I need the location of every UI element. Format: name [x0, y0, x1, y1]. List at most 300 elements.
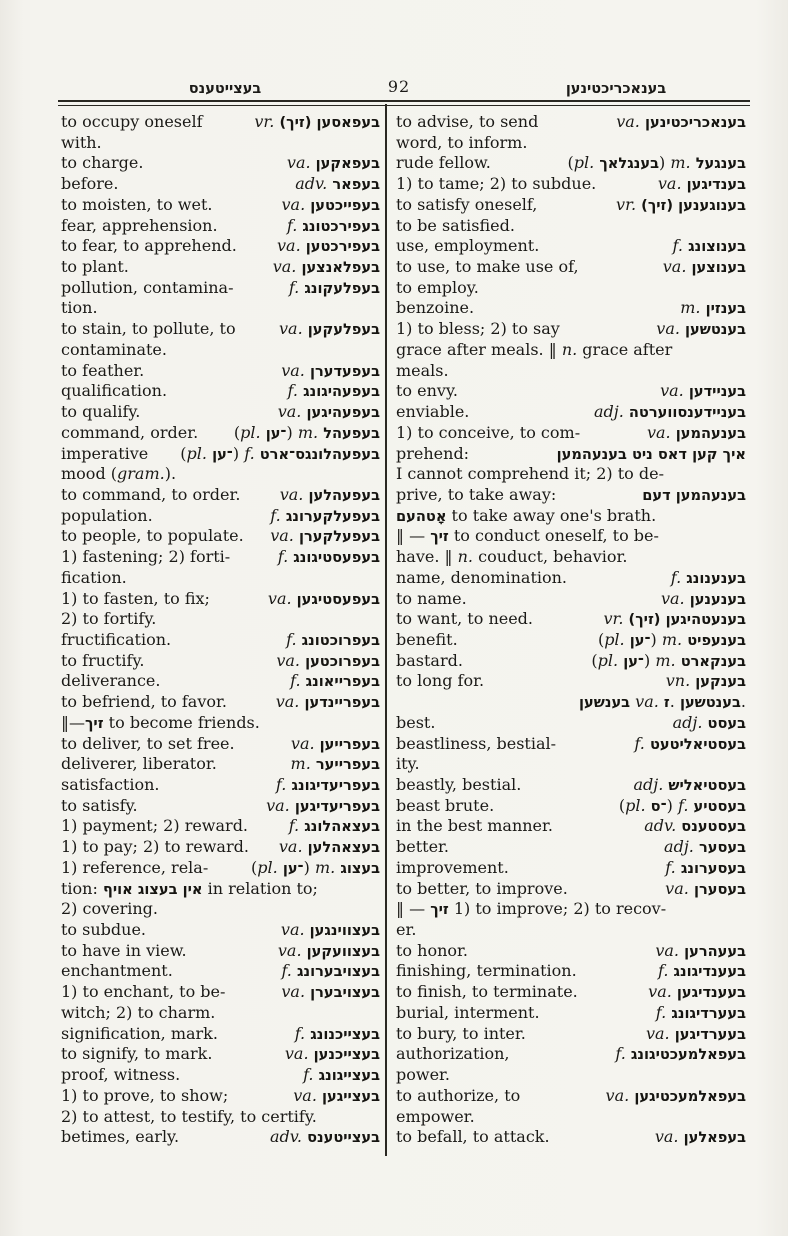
- entry-definition: [61, 381, 167, 402]
- entry-definition: [61, 734, 235, 755]
- entry-definition: [61, 133, 102, 154]
- entry-headword-group: [634, 775, 747, 796]
- dictionary-entry-line: [61, 651, 380, 672]
- dictionary-entry-line: [396, 1044, 746, 1065]
- entry-definition: [396, 941, 468, 962]
- english-text: fication.: [61, 567, 127, 587]
- entry-definition: [396, 423, 580, 444]
- entry-headword-group: [656, 319, 746, 340]
- dictionary-entry-line: [61, 1065, 380, 1086]
- grammar-abbrev: pl.: [573, 153, 595, 173]
- english-text: have. ‖: [396, 547, 453, 567]
- grammar-abbrev: f.: [275, 775, 287, 794]
- grammar-abbrev: f.: [294, 1023, 306, 1043]
- english-text: ): [666, 795, 673, 815]
- english-text: prehend:: [396, 443, 470, 463]
- dictionary-entry-line: [396, 1086, 746, 1107]
- entry-definition: [61, 692, 227, 713]
- english-text: proof, witness.: [61, 1065, 181, 1085]
- english-text: grace after meals. ‖: [396, 339, 557, 359]
- english-text: 1) payment; 2) reward.: [61, 816, 249, 836]
- yiddish-text: בענגעל: [695, 155, 746, 173]
- english-text: betimes, early.: [61, 1127, 180, 1147]
- grammar-abbrev: va.: [277, 402, 302, 422]
- dictionary-entry-line: [396, 506, 746, 527]
- english-text: to befall, to attack.: [396, 1127, 550, 1147]
- yiddish-text: ־ס: [650, 797, 667, 815]
- english-text: to employ.: [396, 277, 479, 297]
- dictionary-entry-line: [396, 961, 746, 982]
- entry-headword-group: [646, 1024, 746, 1045]
- grammar-abbrev: f.: [286, 215, 298, 235]
- english-text: couduct, behavior.: [478, 547, 628, 567]
- entry-definition: [61, 547, 230, 568]
- english-text: to take away one's brath.: [451, 505, 657, 525]
- entry-definition: [396, 858, 509, 879]
- entry-definition: [61, 816, 248, 837]
- entry-headword-group: [276, 651, 380, 672]
- yiddish-text: בעפעהלען: [308, 486, 380, 504]
- english-text: to long for.: [396, 671, 485, 691]
- entry-definition: [61, 444, 148, 465]
- grammar-abbrev: va.: [665, 878, 689, 898]
- grammar-abbrev: pl.: [625, 795, 646, 815]
- english-text: word, to inform.: [396, 132, 528, 152]
- dictionary-entry-line: [396, 133, 746, 154]
- entry-headword-group: [286, 630, 380, 651]
- yiddish-text: בענעטהיגען: [665, 611, 746, 629]
- english-text: 1) to tame; 2) to subdue.: [396, 174, 597, 194]
- yiddish-text: בעסטיאליש: [668, 777, 746, 794]
- entry-headword-group: [281, 982, 380, 1003]
- dictionary-entry-line: [61, 1044, 380, 1065]
- dictionary-entry-line: [61, 319, 380, 340]
- english-text: with.: [61, 132, 102, 152]
- english-text: to subdue.: [61, 920, 147, 940]
- english-text: to finish, to terminate.: [396, 982, 578, 1002]
- yiddish-text: בעערדיגען: [674, 1025, 746, 1043]
- entry-definition: [61, 879, 318, 900]
- entry-definition: [61, 174, 118, 195]
- english-text: pollution, contamina-: [61, 277, 234, 297]
- entry-headword-group: [295, 174, 380, 195]
- entry-headword-group: [591, 651, 746, 672]
- english-text: burial, interment.: [396, 1002, 540, 1022]
- grammar-abbrev: va.: [272, 257, 297, 277]
- entry-definition: [61, 837, 249, 858]
- entry-headword-group: [665, 858, 746, 879]
- grammar-abbrev: vn.: [665, 671, 691, 691]
- dictionary-entry-line: [61, 982, 380, 1003]
- grammar-abbrev: m.: [670, 153, 691, 173]
- grammar-abbrev: va.: [290, 733, 315, 753]
- dictionary-entry-line: [396, 1065, 746, 1086]
- dictionary-entry-line: [396, 257, 746, 278]
- entry-definition: [396, 298, 474, 319]
- column-divider-rule: [385, 104, 387, 1156]
- entry-definition: [61, 340, 167, 361]
- dictionary-entry-line: [61, 1024, 380, 1045]
- english-text: (: [233, 422, 241, 442]
- english-text: ): [303, 857, 310, 877]
- dictionary-entry-line: [61, 112, 380, 133]
- entry-definition: [61, 920, 146, 941]
- english-text: empower.: [396, 1106, 475, 1126]
- english-text: 2) covering.: [61, 899, 159, 919]
- grammar-abbrev: va.: [270, 526, 294, 546]
- dictionary-entry-line: [396, 361, 746, 382]
- entry-headword-group: [277, 236, 380, 257]
- entry-definition: [61, 236, 237, 257]
- yiddish-text: בענשען: [579, 694, 631, 712]
- english-text: ‖ —: [396, 526, 426, 546]
- entry-definition: [61, 464, 176, 485]
- entry-headword-group: [285, 1044, 380, 1065]
- entry-headword-group: [644, 816, 746, 837]
- yiddish-text: בענקארט: [680, 652, 746, 670]
- english-text: imperative: [61, 443, 149, 463]
- dictionary-entry-line: [396, 153, 746, 174]
- grammar-abbrev: f.: [634, 733, 645, 753]
- grammar-abbrev: va.: [605, 1085, 630, 1105]
- entry-definition: [396, 1127, 550, 1148]
- entry-headword-group: [281, 961, 380, 982]
- yiddish-text: בעניידען: [688, 383, 746, 401]
- yiddish-text: בענאכריכטינען: [644, 114, 746, 131]
- entry-definition: [61, 651, 144, 672]
- dictionary-entry-line: [396, 920, 746, 941]
- grammar-abbrev: m.: [297, 422, 319, 442]
- entry-headword-group: [234, 423, 380, 444]
- grammar-abbrev: va.: [275, 692, 300, 712]
- entry-headword-group: [295, 1024, 380, 1045]
- english-text: ): [643, 650, 651, 670]
- entry-headword-group: [634, 734, 746, 755]
- entry-definition: [396, 444, 469, 465]
- grammar-abbrev: adv.: [269, 1127, 302, 1147]
- yiddish-text: בעפריינדען: [304, 694, 380, 712]
- entry-definition: [396, 1086, 520, 1107]
- entry-headword-group: [289, 816, 380, 837]
- dictionary-entry-line: [396, 630, 746, 651]
- dictionary-entry-line: [61, 734, 380, 755]
- grammar-abbrev: m.: [661, 629, 683, 649]
- dictionary-entry-line: [61, 278, 380, 299]
- dictionary-entry-line: [61, 899, 380, 920]
- dictionary-entry-line: [61, 671, 380, 692]
- english-text: I cannot comprehend it; 2) to de-: [396, 464, 664, 484]
- english-text: to signify, to mark.: [61, 1044, 213, 1064]
- dictionary-entry-line: [61, 547, 380, 568]
- dictionary-entry-line: [61, 402, 380, 423]
- english-text: 2) to fortify.: [61, 609, 157, 629]
- entry-definition: [61, 941, 187, 962]
- dictionary-entry-line: [396, 216, 746, 237]
- entry-definition: [396, 1024, 526, 1045]
- grammar-abbrev: adj.: [633, 775, 664, 794]
- entry-headword-group: [278, 402, 380, 423]
- english-text: prive, to take away:: [396, 484, 557, 504]
- entry-definition: [61, 982, 225, 1003]
- grammar-abbrev: f.: [290, 671, 301, 691]
- english-text: to authorize, to: [396, 1085, 521, 1105]
- english-text: to people, to populate.: [61, 526, 244, 546]
- yiddish-text: בעסטענס: [681, 818, 746, 836]
- yiddish-text: בעצויבערונג: [296, 963, 380, 981]
- grammar-abbrev: va.: [293, 1085, 317, 1105]
- entry-definition: [61, 485, 240, 506]
- english-text: to plant.: [61, 257, 129, 277]
- yiddish-text: ־ען: [212, 445, 233, 463]
- entry-definition: [396, 526, 659, 547]
- dictionary-entry-line: [396, 423, 746, 444]
- english-text: to feather.: [61, 360, 145, 380]
- english-text: signification, mark.: [61, 1023, 218, 1043]
- yiddish-text: בענזין: [705, 300, 746, 318]
- running-head-right: בענאכריכטינען: [565, 81, 667, 97]
- grammar-abbrev: vr.: [603, 609, 624, 629]
- entry-definition: [396, 589, 467, 610]
- entry-definition: [396, 1044, 510, 1065]
- english-text: mood (: [61, 464, 118, 484]
- dictionary-entry-line: [396, 547, 746, 568]
- entry-headword-group: [251, 858, 380, 879]
- yiddish-text: בעצייכנען: [313, 1046, 380, 1064]
- entry-headword-group: [598, 630, 746, 651]
- entry-definition: [396, 236, 539, 257]
- dictionary-entry-line: [61, 506, 380, 527]
- english-text: benzoine.: [396, 298, 475, 318]
- grammar-abbrev: adv.: [295, 174, 328, 194]
- yiddish-text: בעעהרען: [684, 942, 746, 960]
- dictionary-entry-line: [396, 879, 746, 900]
- entry-definition: [396, 319, 560, 340]
- english-text: to use, to make use of,: [396, 257, 579, 277]
- dictionary-entry-line: [396, 112, 746, 133]
- yiddish-text: (זיך): [641, 196, 674, 214]
- grammar-abbrev: f.: [657, 961, 669, 981]
- yiddish-text: בענעהמען דעם: [642, 486, 746, 504]
- dictionary-entry-line: [61, 754, 380, 775]
- english-text: bastard.: [396, 650, 463, 670]
- grammar-abbrev: va.: [656, 319, 680, 339]
- yiddish-text: בעפאלען: [683, 1129, 746, 1147]
- entry-headword-group: [276, 692, 380, 713]
- grammar-abbrev: va.: [281, 360, 305, 380]
- entry-headword-group: [268, 589, 380, 610]
- entry-headword-group: [270, 1127, 380, 1148]
- dictionary-entry-line: [61, 1003, 380, 1024]
- dictionary-entry-line: [61, 195, 380, 216]
- dictionary-entry-line: [61, 361, 380, 382]
- yiddish-text: בעפרייער: [315, 756, 380, 774]
- english-text: 1) reference, rela-: [61, 857, 209, 877]
- yiddish-text: בעסער: [698, 839, 746, 857]
- english-text: before.: [61, 174, 119, 194]
- english-text: population.: [61, 505, 153, 525]
- yiddish-text: ־ען: [623, 652, 644, 670]
- english-text: (: [180, 443, 187, 463]
- yiddish-text: ־ען: [282, 859, 304, 877]
- grammar-abbrev: m.: [290, 754, 311, 774]
- dictionary-entry-line: [396, 1127, 746, 1148]
- grammar-abbrev: va.: [616, 112, 640, 131]
- dictionary-entry-line: [396, 381, 746, 402]
- english-text: to advise, to send: [396, 112, 539, 131]
- entry-headword-group: [270, 526, 380, 547]
- yiddish-text: ־ען: [265, 424, 287, 442]
- yiddish-text: בענקען: [695, 673, 746, 691]
- entry-headword-group: [278, 547, 380, 568]
- english-text: beastliness, bestial-: [396, 733, 557, 753]
- grammar-abbrev: f.: [288, 816, 300, 836]
- grammar-abbrev: f.: [281, 961, 292, 981]
- english-text: to deliver, to set free.: [61, 733, 235, 753]
- grammar-abbrev: va.: [648, 982, 672, 1002]
- dictionary-entry-line: [396, 319, 746, 340]
- english-text: to become friends.: [108, 712, 260, 732]
- entry-definition: [396, 920, 416, 941]
- entry-definition: [61, 216, 218, 237]
- english-text: enchantment.: [61, 961, 173, 981]
- english-text: to envy.: [396, 381, 458, 401]
- entry-definition: [396, 547, 627, 568]
- english-text: 1) to fasten, to fix;: [61, 588, 210, 608]
- yiddish-text: בעצווינגען: [309, 922, 380, 940]
- dictionary-entry-line: [61, 775, 380, 796]
- english-text: (: [597, 629, 605, 649]
- grammar-abbrev: f.: [670, 567, 682, 587]
- entry-definition: [61, 858, 208, 879]
- yiddish-text: בעפלעקען: [307, 321, 380, 339]
- entry-headword-group: [660, 381, 746, 402]
- entry-headword-group: [280, 485, 380, 506]
- grammar-abbrev: va.: [276, 650, 300, 670]
- english-text: to satisfy.: [61, 795, 138, 815]
- grammar-abbrev: va.: [646, 422, 671, 442]
- grammar-abbrev: n.: [561, 339, 578, 359]
- yiddish-text: בעסערן: [693, 880, 746, 898]
- grammar-abbrev: va.: [662, 257, 687, 277]
- yiddish-text: בעפאלמעכטיגען: [634, 1087, 746, 1105]
- english-text: best.: [396, 712, 436, 732]
- dictionary-entry-line: [396, 444, 746, 465]
- dictionary-entry-line: [396, 340, 746, 361]
- english-text: meals.: [396, 360, 449, 380]
- yiddish-text: בעענדיגען: [676, 984, 746, 1002]
- yiddish-text: בענגלאך: [599, 155, 659, 173]
- yiddish-text: בענענונג: [686, 569, 746, 587]
- entry-definition: [396, 340, 672, 361]
- dictionary-entry-line: [396, 278, 746, 299]
- grammar-abbrev: va.: [645, 1023, 670, 1043]
- entry-headword-group: [658, 174, 746, 195]
- entry-definition: [396, 1003, 540, 1024]
- entry-definition: [61, 298, 98, 319]
- english-text: to satisfy oneself,: [396, 194, 538, 214]
- yiddish-text: בעפאר: [332, 176, 380, 194]
- entry-definition: [396, 879, 568, 900]
- grammar-abbrev: vr.: [616, 194, 637, 214]
- yiddish-text: בעפלאנצען: [301, 259, 380, 277]
- english-text: enviable.: [396, 402, 470, 422]
- dictionary-entry-line: [396, 837, 746, 858]
- entry-headword-group: [291, 754, 380, 775]
- grammar-abbrev: va.: [266, 795, 290, 815]
- yiddish-text: בעפעהיגונג: [303, 383, 380, 401]
- entry-definition: [61, 1065, 180, 1086]
- dictionary-entry-line: [396, 692, 746, 713]
- yiddish-text: בעפייכטען: [310, 196, 380, 214]
- dictionary-entry-line: [396, 568, 746, 589]
- english-text: ): [650, 629, 657, 649]
- entry-headword-group: [655, 941, 746, 962]
- grammar-abbrev: va.: [654, 1127, 679, 1147]
- grammar-abbrev: f.: [270, 505, 281, 525]
- entry-definition: [61, 1107, 317, 1128]
- grammar-abbrev: va.: [278, 837, 303, 857]
- entry-headword-group: [648, 982, 746, 1003]
- entry-definition: [61, 1127, 179, 1148]
- yiddish-text: בענטשען: [679, 694, 741, 712]
- english-text: ): [658, 153, 666, 173]
- entry-definition: [61, 899, 158, 920]
- english-text: witch; 2) to charm.: [61, 1002, 216, 1022]
- english-text: authorization,: [396, 1044, 510, 1064]
- entry-definition: [61, 568, 127, 589]
- english-text: ity.: [396, 754, 420, 774]
- yiddish-text: בעפאסען: [316, 114, 380, 131]
- english-text: beast brute.: [396, 795, 495, 815]
- english-text: finishing, termination.: [396, 961, 577, 981]
- entry-definition: [396, 713, 435, 734]
- yiddish-text: בעפרייאונג: [305, 673, 380, 691]
- grammar-abbrev: f.: [665, 857, 676, 877]
- dictionary-entry-line: [61, 1086, 380, 1107]
- entry-headword-group: [579, 692, 746, 713]
- yiddish-text: בעפעסטיגען: [296, 590, 380, 608]
- grammar-abbrev: pl.: [604, 629, 625, 649]
- english-text: to fear, to apprehend.: [61, 236, 237, 256]
- entry-definition: [61, 713, 260, 734]
- entry-definition: [396, 195, 537, 216]
- entry-headword-group: [616, 195, 746, 216]
- dictionary-entry-line: [396, 464, 746, 485]
- entry-headword-group: [647, 423, 746, 444]
- entry-headword-group: [661, 589, 746, 610]
- english-text: in relation to;: [207, 878, 318, 898]
- dictionary-entry-line: [61, 796, 380, 817]
- entry-headword-group: [282, 195, 381, 216]
- entry-definition: [61, 526, 244, 547]
- grammar-abbrev: f.: [303, 1065, 314, 1085]
- grammar-abbrev: gram.: [117, 464, 165, 484]
- entry-headword-group: [606, 1086, 746, 1107]
- grammar-abbrev: pl.: [257, 857, 278, 877]
- grammar-abbrev: va.: [635, 692, 659, 712]
- grammar-abbrev: n.: [457, 547, 474, 567]
- dictionary-entry-line: [396, 754, 746, 775]
- dictionary-entry-line: [396, 1024, 746, 1045]
- yiddish-text: בענדיגען: [686, 176, 746, 194]
- english-text: satisfaction.: [61, 775, 160, 794]
- yiddish-text: אין בעצוג אויף: [102, 880, 203, 898]
- dictionary-entry-line: [61, 298, 380, 319]
- grammar-abbrev: va.: [278, 319, 303, 339]
- grammar-abbrev: m.: [680, 298, 701, 318]
- dictionary-entry-line: [61, 692, 380, 713]
- dictionary-entry-line: [396, 195, 746, 216]
